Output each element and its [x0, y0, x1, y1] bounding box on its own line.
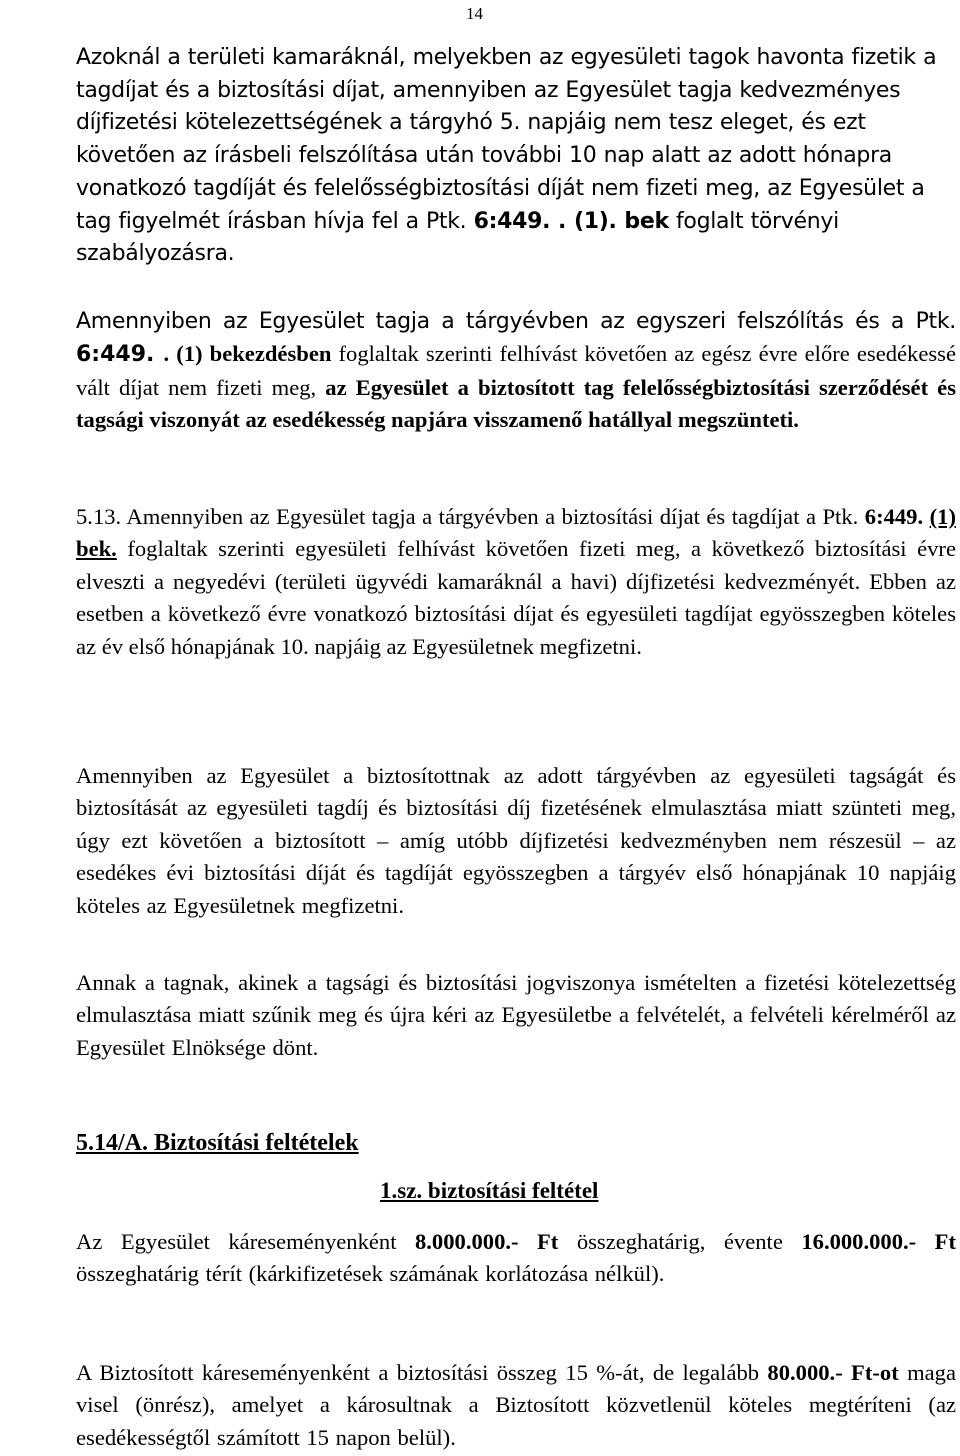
- legal-reference: (1) bek.: [76, 504, 956, 562]
- legal-reference: 6:449.: [76, 342, 164, 368]
- paragraph-discount-loss: Amennyiben az Egyesület a biztosítottnak az adott tárgyévben az egyesületi tagságát és biztosítását az egyesületi tagdíj és biztosítási díj fizetésének elmulasztása miatt szünteti meg, úgy ezt követően a biztosított – amíg utóbb díjfizetési kedvezményben nem részesül – az esedékes évi biztosítási díját és tagdíját egyösszegben a tárgyév első hónapjának 10 napjáig köteles az Egyesületnek megfizetni.: [76, 763, 956, 918]
- legal-reference: . (1) bekezdésben: [163, 341, 332, 367]
- page-number: 14: [466, 4, 483, 23]
- text: összeghatárig térít (kárkifizetések számának korlátozása nélkül).: [76, 1261, 665, 1287]
- text: Amennyiben az Egyesület tagja a tárgyévben a biztosítási díjat és tagdíjat a Ptk.: [121, 504, 865, 529]
- text: Amennyiben az Egyesület tagja a tárgyévben az egyszeri felszólítás és a Ptk.: [76, 309, 956, 334]
- paragraph-termination: [76, 305, 956, 437]
- text: foglalt törvényi szabályozásra.: [76, 208, 839, 267]
- text: Az Egyesület káreseményenként: [76, 1229, 415, 1254]
- text: összeghatárig, évente: [558, 1229, 802, 1254]
- section-number: 5.13.: [76, 504, 122, 529]
- amount: 16.000.000.- Ft: [801, 1229, 956, 1254]
- legal-reference: 6:449. . (1). bek: [473, 208, 669, 234]
- text: maga visel (önrész), amelyet a károsultnak a Biztosított közvetlenül köteles megtéríteni (az esedékességtől számított 15 napon belül).: [76, 1360, 957, 1450]
- amount: 80.000.- Ft-ot: [767, 1360, 899, 1385]
- subsection-heading: 1.sz. biztosítási feltétel: [380, 1178, 599, 1203]
- text: foglaltak szerinti egyesületi felhívást követően fizeti meg, a következő biztosítási évre elveszti a negyedévi (területi ügyvédi kamaráknál a havi) díjfizetési kedvezményét. Ebben az esetben a következő évre vonatkozó biztosítási díjat és egyesületi tagdíjat egyösszegben köteles az év első hónapjának 10. napjáig az Egyesületnek megfizetni.: [76, 536, 956, 659]
- legal-reference: 6:449.: [864, 504, 924, 529]
- text: A Biztosított káreseményenként a biztosítási összeg 15 %-át, de legalább: [76, 1360, 768, 1385]
- section-heading: 5.14/A. Biztosítási feltételek: [76, 1130, 359, 1156]
- emphasis-text: az Egyesület a biztosított tag felelősségbiztosítási szerződését és tagsági viszonyát az esedékesség napjára visszamenő hatállyal megszünteti.: [76, 374, 957, 433]
- paragraph-membership-notice: [76, 42, 956, 271]
- text: Azoknál a területi kamaráknál, melyekben az egyesületi tagok havonta fizetik a tagdíjat és a biztosítási díjat, amennyiben az Egyesület tagja kedvezményes díjfizetési kötelezettségének a tárgyhó 5. napjáig nem tesz eleget, és ezt követően az írásbeli felszólítása után további 10 nap alatt az adott hónapra vonatkozó tagdíját és felelősségbiztosítási díját nem fizeti meg, az Egyesület a tag figyelmét írásban hívja fel a Ptk.: [76, 45, 937, 234]
- paragraph-5-13: [76, 501, 956, 663]
- paragraph-coverage-limit: [76, 1226, 956, 1291]
- text: foglaltak szerinti felhívást követően az egész évre előre esedékessé vált díjat nem fizeti meg,: [76, 341, 956, 400]
- paragraph-readmission: Annak a tagnak, akinek a tagsági és biztosítási jogviszonya ismételten a fizetési kötelezettség elmulasztása miatt szűnik meg és újra kéri az Egyesületbe a felvételét, a felvételi kérelméről az Egyesület Elnöksége dönt.: [76, 970, 956, 1060]
- paragraph-deductible: [76, 1357, 956, 1454]
- amount: 8.000.000.- Ft: [414, 1229, 559, 1254]
